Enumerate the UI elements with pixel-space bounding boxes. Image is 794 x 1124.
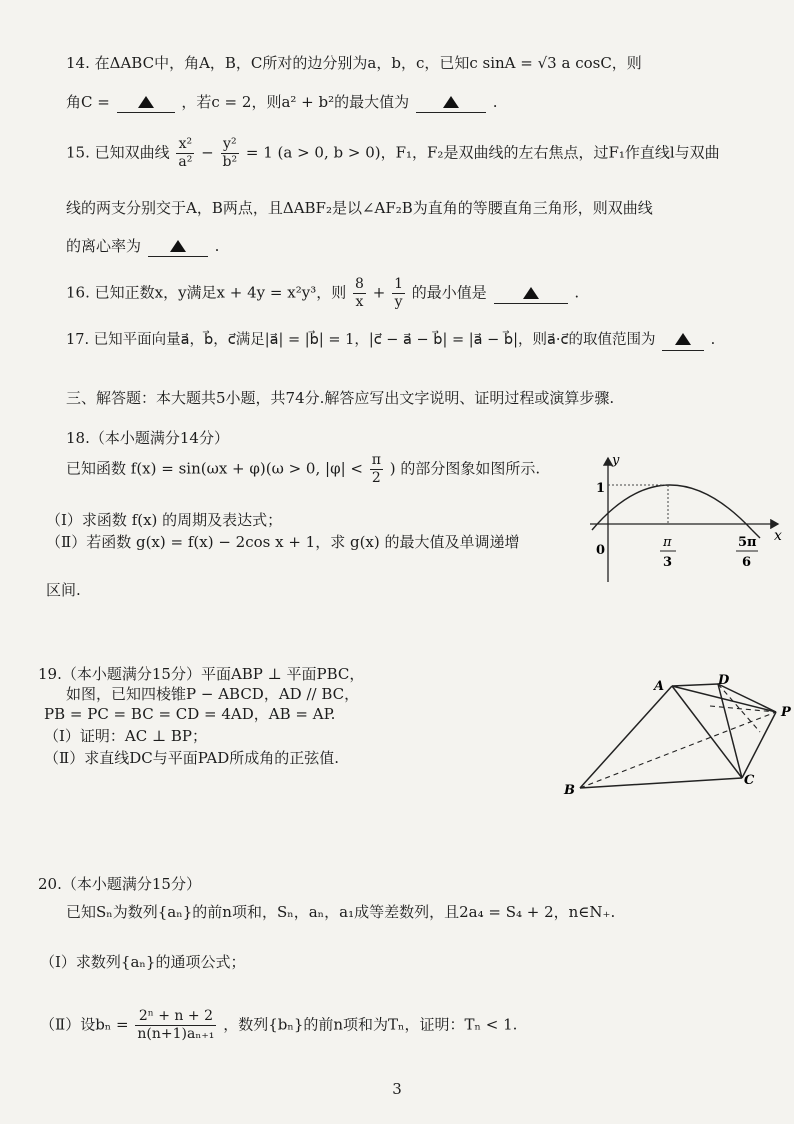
sine-graph [582,452,792,587]
q15-text-c: 线的两支分别交于A，B两点，且ΔABF₂是以∠AF₂B为直角的等腰直角三角形，则双曲线 [66,199,653,217]
answer-blank[interactable] [416,92,486,113]
q20-text-a: （Ⅱ）设bₙ = [40,1015,129,1034]
q16-text-a: 16. 已知正数x，y满足x + 4y = x²y³，则 [66,283,347,302]
q14-text: 14. 在ΔABC中，角A，B，C所对的边分别为a，b，c，已知c sinA = √3 a cosC，则 [66,54,642,72]
triangle-icon [523,287,539,299]
answer-blank[interactable] [662,330,704,351]
edge-BA [580,686,672,788]
q18-text-a: 已知函数 f(x) = sin(ωx + φ)(ω > 0, |φ| < [66,459,363,478]
q15-line2 [66,198,653,218]
origin-label: 0 [596,543,606,558]
vertex-C: C [744,773,755,788]
fraction-denominator: x [355,294,364,310]
q14-text-a: 角C = [66,93,110,111]
fraction [392,276,405,311]
fraction-denominator: n(n+1)aₙ₊₁ [137,1026,215,1042]
answer-blank[interactable] [117,92,175,113]
triangle-icon [138,96,154,108]
fraction-denominator: y [394,294,403,310]
triangle-icon [443,96,459,108]
section-heading: 三、解答题：本大题共5小题，共74分.解答应写出文字说明、证明过程或演算步骤. [66,389,615,407]
fraction-numerator: x² [176,136,194,154]
q16-text-b: 的最小值是 [411,283,487,302]
vertex-D: D [718,673,730,688]
fraction-denominator: b² [222,154,238,170]
fraction [135,1008,216,1043]
sine-curve [592,485,752,530]
q15-text-e: . [214,237,220,255]
q19-heading: 19.（本小题满分15分）平面ABP ⊥ 平面PBC， [38,665,365,683]
q18-part2: （Ⅱ）若函数 g(x) = f(x) − 2cos x + 1，求 g(x) 的最大值及单调递增 [46,533,520,551]
q17-text-b: . [710,332,716,348]
edge-BC [580,778,742,788]
q15-text-d: 的离心率为 [66,237,142,255]
fraction-denominator: a² [178,154,193,170]
fraction-numerator: 1 [394,276,403,292]
q17-line1 [66,330,715,351]
tick-5pi6-den: 6 [742,555,752,570]
page-number: 3 [392,1080,402,1098]
q16-text-c: . [574,283,580,302]
fraction [370,452,383,487]
fraction-denominator: 2 [371,470,381,486]
answer-blank[interactable] [494,283,568,304]
fraction-numerator: 8 [355,276,364,292]
q14-text-b: ，若c = 2，则a² + b²的最大值为 [181,93,410,111]
x-label: x [774,528,782,544]
q14-line2 [66,92,497,113]
q18-part1: （Ⅰ）求函数 f(x) 的周期及表达式； [46,511,283,529]
q17-text-a: 17. 已知平面向量a⃗，b⃗，c⃗满足|a⃗| = |b⃗| = 1，|c⃗ − a⃗ − b⃗| = |a⃗ − b⃗|，则a⃗·c⃗的取值范围为 [66,332,656,348]
plus-sign: + [372,283,386,302]
tick-5pi6-num: 5π [738,535,757,550]
q19-part2: （Ⅱ）求直线DC与平面PAD所成角的正弦值. [44,749,340,767]
tick-pi3-num: π [663,535,672,550]
triangle-icon [170,240,186,252]
tick-pi3-den: 3 [663,555,673,570]
q18-text-b: ) 的部分图象如图所示. [389,459,541,478]
q16-line1 [66,276,579,311]
fraction-numerator: y² [221,136,240,154]
vertex-P: P [781,705,791,720]
answer-blank[interactable] [148,236,208,257]
q14-text-c: . [492,93,498,111]
edge-DP [718,684,776,712]
edge-PC [742,712,776,778]
q20-line1: 已知Sₙ为数列{aₙ}的前n项和，Sₙ，aₙ，a₁成等差数列，且2a₄ = S₄ + 2，n∈N₊. [66,903,616,921]
edge-AD [672,684,718,686]
q19-line2: PB = PC = BC = CD = 4AD，AB = AP. [44,705,336,723]
q15-line3 [66,236,219,257]
vertex-B: B [564,783,575,798]
q15-text-b: = 1 (a > 0, b > 0)，F₁，F₂是双曲线的左右焦点，过F₁作直线l与双曲 [245,143,720,162]
q19-part1: （Ⅰ）证明：AC ⊥ BP； [44,727,207,745]
q20-heading: 20.（本小题满分15分） [38,875,201,893]
q20-part2 [40,1008,517,1043]
q14-line1 [66,53,642,73]
q18-line1 [66,452,540,487]
minus-sign: − [201,143,214,162]
q15-text-a: 15. 已知双曲线 [66,143,170,162]
q18-heading: 18.（本小题满分14分） [66,429,229,447]
y-one-label: 1 [596,481,606,496]
fraction [176,136,194,171]
fraction-numerator: π [371,452,381,468]
q20-text-b: ，数列{bₙ}的前n项和为Tₙ，证明：Tₙ < 1. [223,1015,518,1034]
fraction [353,276,366,311]
q20-part1: （Ⅰ）求数列{aₙ}的通项公式； [40,953,246,971]
triangle-icon [675,333,691,345]
fraction [221,136,240,171]
q19-line1: 如图，已知四棱锥P − ABCD，AD // BC， [66,685,360,703]
q15-line1 [66,136,720,171]
fraction-numerator: 2ⁿ + n + 2 [135,1008,216,1026]
y-label: y [612,453,620,468]
pyramid-figure [560,672,794,800]
q18-part2-cont: 区间. [46,581,81,599]
vertex-A: A [654,679,665,694]
